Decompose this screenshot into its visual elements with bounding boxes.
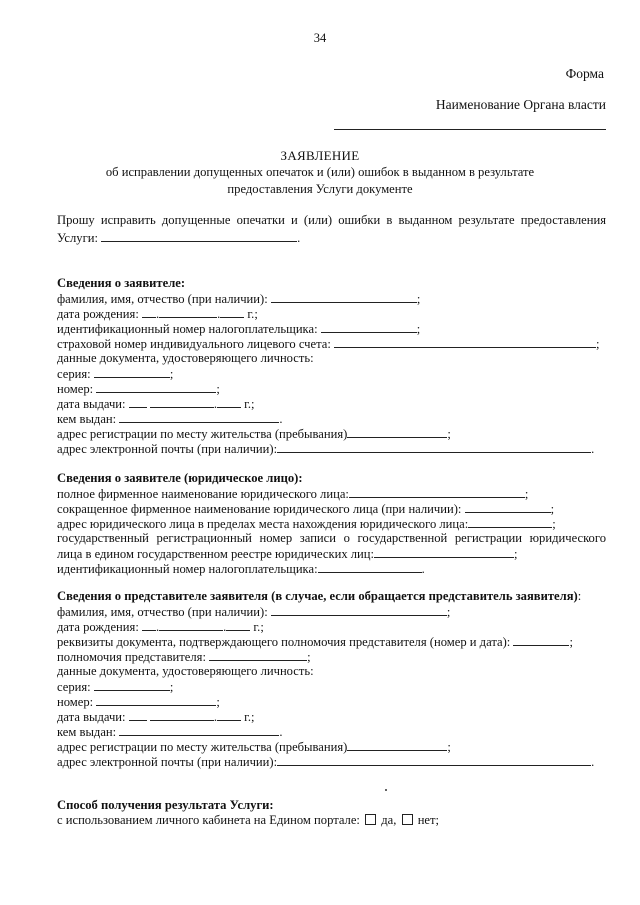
applicant-series-row: серия: ; xyxy=(57,367,174,381)
section-heading-legal-entity: Сведения о заявителе (юридическое лицо): xyxy=(57,471,303,485)
legal-address-row: адрес юридического лица в пределах места нахождения юридического лица: ; xyxy=(57,517,556,531)
applicant-number-field[interactable] xyxy=(96,381,216,393)
request-text-line-1: Прошу исправить допущенные опечатки и (или) ошибки в выданном результате предоставления xyxy=(57,213,606,227)
applicant-inn-row: идентификационный номер налогоплательщика: ; xyxy=(57,322,421,336)
rep-number-field[interactable] xyxy=(96,694,216,706)
rep-series-row: серия: ; xyxy=(57,680,174,694)
applicant-issued-by-row: кем выдан: . xyxy=(57,412,283,426)
rep-power-doc-field[interactable] xyxy=(513,634,569,646)
rep-issued-date-row: дата выдачи: . г.; xyxy=(57,710,255,724)
rep-doc-label: данные документа, удостоверяющего личность: xyxy=(57,664,314,678)
section-heading-applicant: Сведения о заявителе: xyxy=(57,276,186,290)
applicant-issued-day-field[interactable] xyxy=(129,396,147,408)
applicant-doc-label: данные документа, удостоверяющего личность: xyxy=(57,351,314,365)
applicant-birth-day-field[interactable] xyxy=(142,306,156,318)
applicant-birth-year-field[interactable] xyxy=(220,306,244,318)
applicant-inn-field[interactable] xyxy=(321,321,417,333)
applicant-fio-field[interactable] xyxy=(271,291,417,303)
rep-address-row: адрес регистрации по месту жительства (пребывания) ; xyxy=(57,740,451,754)
rep-power-doc-row: реквизиты документа, подтверждающего полномочия представителя (номер и дата): ; xyxy=(57,635,573,649)
legal-ogrn-row: лица в едином государственном реестре юридических лиц: ; xyxy=(57,547,518,561)
service-field[interactable] xyxy=(101,230,297,242)
applicant-issued-date-row: дата выдачи: . г.; xyxy=(57,397,255,411)
scan-dot xyxy=(385,789,387,791)
rep-address-field[interactable] xyxy=(347,739,447,751)
applicant-email-field[interactable] xyxy=(277,441,591,453)
rep-birth-year-field[interactable] xyxy=(226,619,250,631)
applicant-address-field[interactable] xyxy=(347,426,447,438)
page-number: 34 xyxy=(313,31,327,45)
rep-issued-year-field[interactable] xyxy=(217,709,241,721)
legal-short-name-row: сокращенное фирменное наименование юридического лица (при наличии): ; xyxy=(57,502,555,516)
rep-issued-by-field[interactable] xyxy=(119,724,279,736)
rep-birth-month-field[interactable] xyxy=(159,619,223,631)
applicant-issued-year-field[interactable] xyxy=(217,396,241,408)
applicant-issued-by-field[interactable] xyxy=(119,411,279,423)
section-heading-representative: Сведения о представителе заявителя (в случае, если обращается представитель заявителя) xyxy=(57,589,578,603)
document-subtitle-line-2: предоставления Услуги документе xyxy=(227,182,413,196)
rep-issued-month-field[interactable] xyxy=(150,709,214,721)
applicant-issued-month-field[interactable] xyxy=(150,396,214,408)
legal-short-name-field[interactable] xyxy=(465,501,551,513)
rep-number-row: номер: ; xyxy=(57,695,220,709)
section-heading-representative-row: Сведения о представителе заявителя (в случае, если обращается представитель заявителя): xyxy=(57,589,582,603)
checkbox-yes[interactable] xyxy=(365,814,376,825)
checkbox-no[interactable] xyxy=(402,814,413,825)
form-label: Форма xyxy=(565,66,604,81)
rep-powers-row: полномочия представителя: ; xyxy=(57,650,311,664)
applicant-address-row: адрес регистрации по месту жительства (пребывания) ; xyxy=(57,427,451,441)
legal-ogrn-field[interactable] xyxy=(374,546,514,558)
rep-email-row: адрес электронной почты (при наличии): . xyxy=(57,755,595,769)
document-subtitle-line-1: об исправлении допущенных опечаток и (или) ошибок в выданном в результате xyxy=(105,165,535,179)
applicant-number-row: номер: ; xyxy=(57,382,220,396)
legal-full-name-row: полное фирменное наименование юридического лица: ; xyxy=(57,487,529,501)
rep-powers-field[interactable] xyxy=(209,649,307,661)
applicant-email-row: адрес электронной почты (при наличии): . xyxy=(57,442,595,456)
request-text-line-2: Услуги: . xyxy=(57,231,301,245)
section-heading-delivery: Способ получения результата Услуги: xyxy=(57,798,274,812)
rep-email-field[interactable] xyxy=(277,754,591,766)
legal-address-field[interactable] xyxy=(468,516,552,528)
applicant-snils-field[interactable] xyxy=(334,336,596,348)
delivery-portal-row: с использованием личного кабинета на Едином портале: да, нет; xyxy=(57,813,440,827)
rep-fio-row: фамилия, имя, отчество (при наличии): ; xyxy=(57,605,451,619)
applicant-series-field[interactable] xyxy=(94,366,170,378)
applicant-birth-row: дата рождения: . . г.; xyxy=(57,307,258,321)
authority-field-line[interactable] xyxy=(334,129,606,130)
legal-inn-field[interactable] xyxy=(318,561,422,573)
rep-series-field[interactable] xyxy=(94,679,170,691)
rep-issued-by-row: кем выдан: . xyxy=(57,725,283,739)
rep-birth-day-field[interactable] xyxy=(142,619,156,631)
document-title: ЗАЯВЛЕНИЕ xyxy=(280,148,360,163)
legal-ogrn-line-1: государственный регистрационный номер записи о государственной регистрации юридического xyxy=(57,531,606,545)
legal-full-name-field[interactable] xyxy=(349,486,525,498)
rep-birth-row: дата рождения: . . г.; xyxy=(57,620,264,634)
legal-inn-row: идентификационный номер налогоплательщика: . xyxy=(57,562,425,576)
applicant-birth-month-field[interactable] xyxy=(159,306,217,318)
rep-issued-day-field[interactable] xyxy=(129,709,147,721)
applicant-snils-row: страховой номер индивидуального лицевого счета: ; xyxy=(57,337,600,351)
rep-fio-field[interactable] xyxy=(271,604,447,616)
authority-label: Наименование Органа власти xyxy=(435,97,606,112)
applicant-fio-row: фамилия, имя, отчество (при наличии): ; xyxy=(57,292,421,306)
